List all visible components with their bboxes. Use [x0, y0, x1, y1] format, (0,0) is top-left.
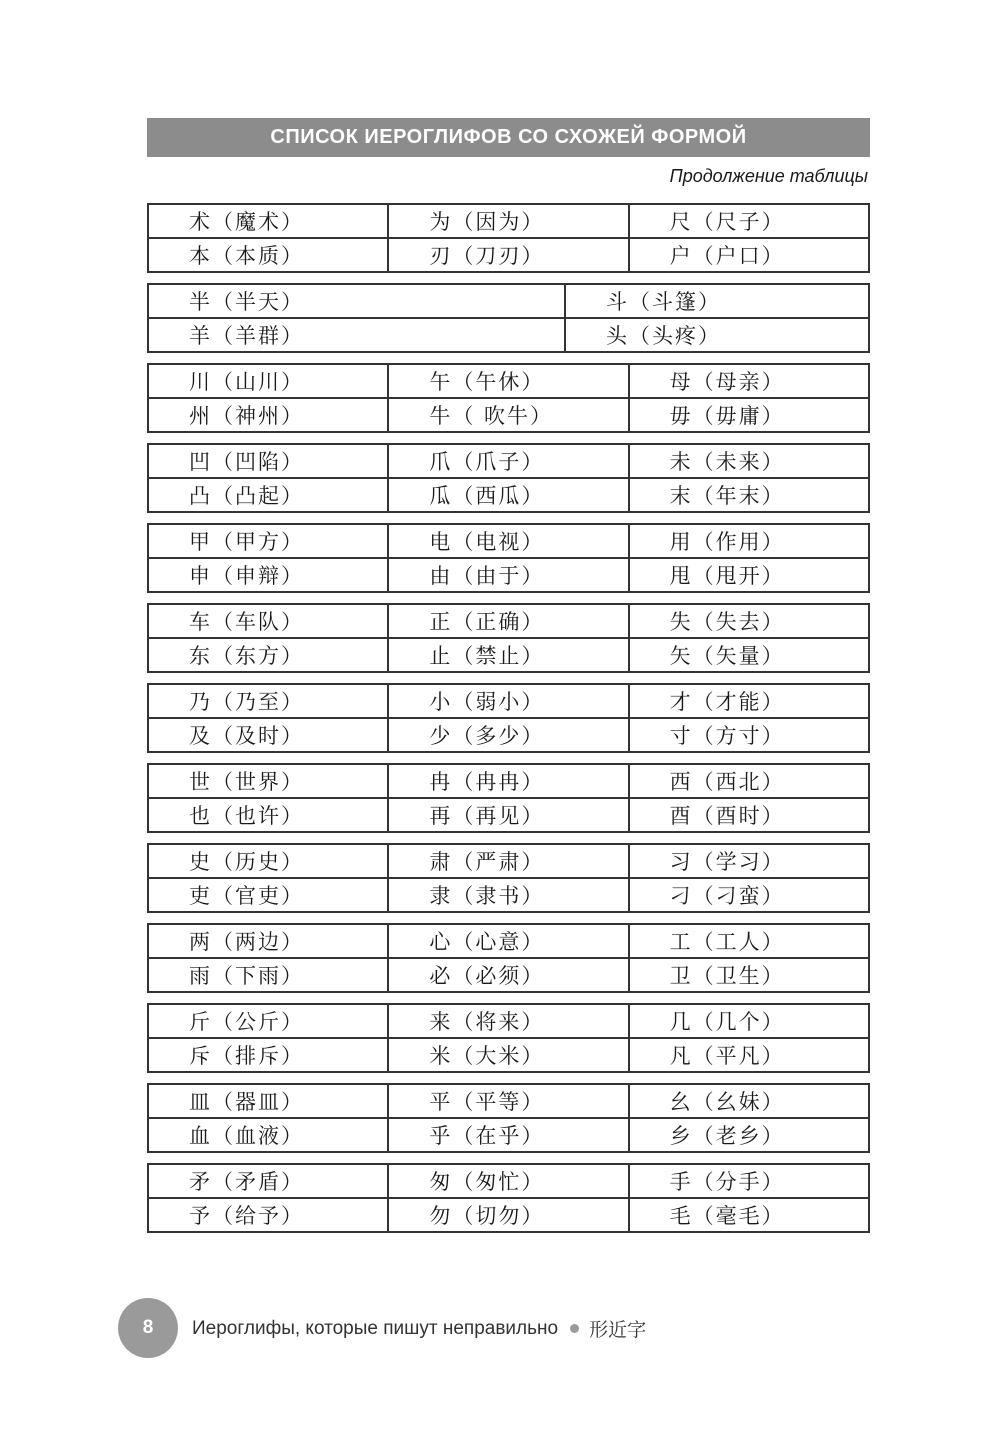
character-cell: 州（神州）: [148, 398, 388, 432]
character-cell: 瓜（西瓜）: [388, 478, 628, 512]
character-cell: 予（给予）: [148, 1198, 388, 1232]
footer-chinese-title: 形近字: [589, 1319, 647, 1341]
character-cell: 午（午休）: [388, 364, 628, 398]
bullet-icon: [570, 1324, 579, 1333]
character-cell: 户（户口）: [629, 238, 869, 272]
character-cell: 牛（ 吹牛）: [388, 398, 628, 432]
character-cell: 半（半天）: [148, 284, 565, 318]
character-cell: 尺（尺子）: [629, 204, 869, 238]
character-cell: 申（申辩）: [148, 558, 388, 592]
character-cell: 羊（羊群）: [148, 318, 565, 352]
character-cell: 未（未来）: [629, 444, 869, 478]
character-group: [147, 1083, 870, 1153]
character-cell: 为（因为）: [388, 204, 628, 238]
character-cell: 术（魔术）: [148, 204, 388, 238]
table-row: [148, 444, 869, 478]
character-cell: 皿（器皿）: [148, 1084, 388, 1118]
character-cell: 世（世界）: [148, 764, 388, 798]
table-row: [148, 958, 869, 992]
character-cell: 习（学习）: [629, 844, 869, 878]
character-cell: 甩（甩开）: [629, 558, 869, 592]
table-row: [148, 718, 869, 752]
character-cell: 匆（匆忙）: [388, 1164, 628, 1198]
table-row: [148, 364, 869, 398]
table-row: [148, 1118, 869, 1152]
character-group: [147, 923, 870, 993]
footer-text: [192, 1315, 646, 1342]
character-cell: 工（工人）: [629, 924, 869, 958]
character-cell: 东（东方）: [148, 638, 388, 672]
character-group: [147, 203, 870, 273]
character-cell: 肃（严肃）: [388, 844, 628, 878]
character-cell: 凸（凸起）: [148, 478, 388, 512]
character-cell: 必（必须）: [388, 958, 628, 992]
table-row: [148, 1084, 869, 1118]
character-cell: 小（弱小）: [388, 684, 628, 718]
table-row: [148, 924, 869, 958]
character-group: [147, 603, 870, 673]
character-cell: 母（母亲）: [629, 364, 869, 398]
table-row: [148, 558, 869, 592]
character-cell: 刃（刀刃）: [388, 238, 628, 272]
section-header: [147, 118, 870, 157]
character-cell: 几（几个）: [629, 1004, 869, 1038]
character-cell: 米（大米）: [388, 1038, 628, 1072]
character-group: [147, 443, 870, 513]
character-cell: 斗（斗篷）: [565, 284, 869, 318]
table-row: [148, 844, 869, 878]
character-cell: 血（血液）: [148, 1118, 388, 1152]
table-row: [148, 398, 869, 432]
character-cell: 凡（平凡）: [629, 1038, 869, 1072]
character-group: [147, 763, 870, 833]
table-row: [148, 1198, 869, 1232]
character-cell: 史（历史）: [148, 844, 388, 878]
character-group: [147, 523, 870, 593]
character-cell: 及（及时）: [148, 718, 388, 752]
section-title: СПИСОК ИЕРОГЛИФОВ СО СХОЖЕЙ ФОРМОЙ: [270, 126, 747, 148]
table-row: [148, 798, 869, 832]
table-row: [148, 1004, 869, 1038]
character-cell: 用（作用）: [629, 524, 869, 558]
character-cell: 末（年末）: [629, 478, 869, 512]
character-cell: 止（禁止）: [388, 638, 628, 672]
character-group: [147, 1003, 870, 1073]
character-cell: 乃（乃至）: [148, 684, 388, 718]
table-row: [148, 1164, 869, 1198]
table-row: [148, 684, 869, 718]
character-cell: 寸（方寸）: [629, 718, 869, 752]
table-row: [148, 524, 869, 558]
character-cell: 勿（切勿）: [388, 1198, 628, 1232]
character-cell: 手（分手）: [629, 1164, 869, 1198]
character-group: [147, 1163, 870, 1233]
table-continuation-note: Продолжение таблицы: [669, 166, 868, 186]
table-row: [148, 878, 869, 912]
footer-book-title: Иероглифы, которые пишут неправильно: [192, 1317, 559, 1339]
character-group: [147, 283, 870, 353]
character-cell: 吏（官吏）: [148, 878, 388, 912]
character-cell: 冉（冉冉）: [388, 764, 628, 798]
character-cell: 甲（甲方）: [148, 524, 388, 558]
character-cell: 爪（爪子）: [388, 444, 628, 478]
table-row: [148, 604, 869, 638]
character-cell: 酉（酉时）: [629, 798, 869, 832]
character-cell: 刁（刁蛮）: [629, 878, 869, 912]
character-cell: 隶（隶书）: [388, 878, 628, 912]
character-group: [147, 363, 870, 433]
character-cell: 也（也许）: [148, 798, 388, 832]
character-cell: 来（将来）: [388, 1004, 628, 1038]
table-row: [148, 638, 869, 672]
character-cell: 本（本质）: [148, 238, 388, 272]
character-cell: 幺（幺妹）: [629, 1084, 869, 1118]
character-cell: 雨（下雨）: [148, 958, 388, 992]
character-cell: 失（失去）: [629, 604, 869, 638]
table-row: [148, 764, 869, 798]
character-cell: 平（平等）: [388, 1084, 628, 1118]
character-cell: 斤（公斤）: [148, 1004, 388, 1038]
table-row: [148, 478, 869, 512]
page-number: 8: [118, 1298, 178, 1358]
character-cell: 毋（毋庸）: [629, 398, 869, 432]
table-row: [148, 238, 869, 272]
character-cell: 由（由于）: [388, 558, 628, 592]
character-cell: 乎（在乎）: [388, 1118, 628, 1152]
character-cell: 两（两边）: [148, 924, 388, 958]
character-cell: 才（才能）: [629, 684, 869, 718]
character-cell: 头（头疼）: [565, 318, 869, 352]
character-cell: 凹（凹陷）: [148, 444, 388, 478]
character-group: [147, 843, 870, 913]
character-cell: 毛（毫毛）: [629, 1198, 869, 1232]
page-footer: [118, 1298, 878, 1358]
character-cell: 心（心意）: [388, 924, 628, 958]
character-cell: 西（西北）: [629, 764, 869, 798]
character-cell: 乡（老乡）: [629, 1118, 869, 1152]
table-row: [148, 318, 869, 352]
character-cell: 卫（卫生）: [629, 958, 869, 992]
table-row: [148, 284, 869, 318]
character-table: [147, 203, 870, 1243]
character-cell: 再（再见）: [388, 798, 628, 832]
table-row: [148, 1038, 869, 1072]
character-group: [147, 683, 870, 753]
table-row: [148, 204, 869, 238]
character-cell: 川（山川）: [148, 364, 388, 398]
character-cell: 矛（矛盾）: [148, 1164, 388, 1198]
character-cell: 正（正确）: [388, 604, 628, 638]
character-cell: 电（电视）: [388, 524, 628, 558]
character-cell: 少（多少）: [388, 718, 628, 752]
character-cell: 斥（排斥）: [148, 1038, 388, 1072]
character-cell: 矢（矢量）: [629, 638, 869, 672]
character-cell: 车（车队）: [148, 604, 388, 638]
